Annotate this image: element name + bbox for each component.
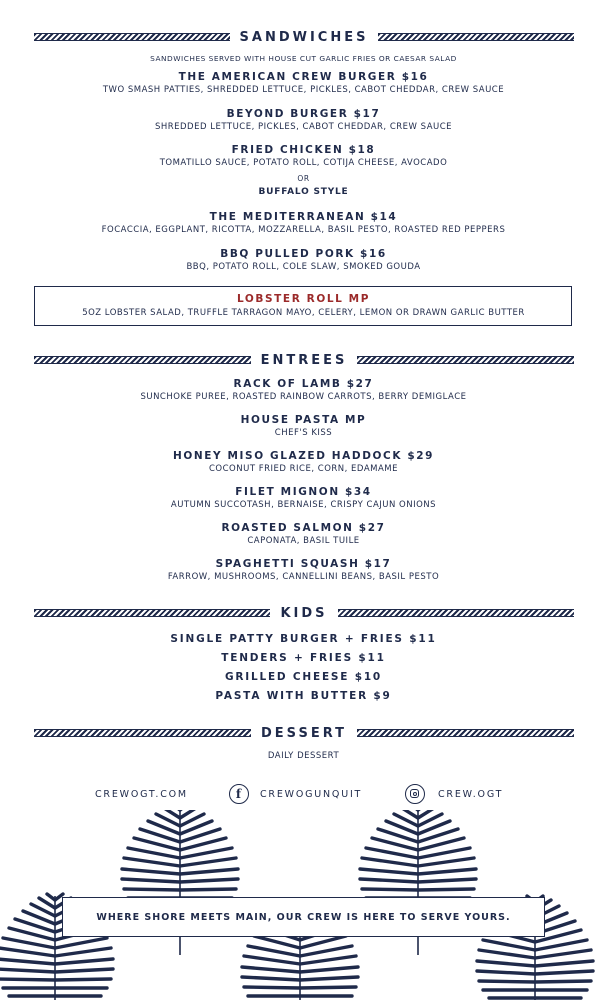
kids-item: PASTA WITH BUTTER $9 <box>215 690 392 702</box>
sandwiches-header <box>34 27 574 47</box>
facebook-link[interactable]: CREWOGUNQUIT <box>260 789 363 800</box>
section-title-kids: KIDS <box>280 605 328 621</box>
rope-divider-right <box>338 609 574 617</box>
menu-item-desc: BBQ, POTATO ROLL, COLE SLAW, SMOKED GOUDA <box>186 262 421 272</box>
section-title-entrees: ENTREES <box>260 352 348 368</box>
menu-item-desc: TWO SMASH PATTIES, SHREDDED LETTUCE, PICKLES, CABOT CHEDDAR, CREW SAUCE <box>102 85 505 95</box>
menu-item-title: FILET MIGNON $34 <box>235 486 372 498</box>
dessert-header <box>34 723 574 743</box>
rope-divider-left <box>34 729 251 737</box>
kids-item: TENDERS + FRIES $11 <box>221 652 386 664</box>
menu-item-or: OR <box>297 174 310 183</box>
rope-divider-left <box>34 609 270 617</box>
menu-item-desc: AUTUMN SUCCOTASH, BERNAISE, CRISPY CAJUN ONIONS <box>170 500 437 510</box>
rope-divider-right <box>357 729 574 737</box>
rope-divider-left <box>34 356 251 364</box>
entrees-header <box>34 350 574 370</box>
kids-header <box>34 603 574 623</box>
menu-item-title: RACK OF LAMB $27 <box>233 378 374 390</box>
menu-item-alt: BUFFALO STYLE <box>258 187 349 197</box>
sandwiches-note: SANDWICHES SERVED WITH HOUSE CUT GARLIC FRIES OR CAESAR SALAD <box>150 54 457 63</box>
menu-item-title: THE MEDITERRANEAN $14 <box>209 211 398 223</box>
kids-item: GRILLED CHEESE $10 <box>224 671 383 683</box>
featured-item-title: LOBSTER ROLL MP <box>236 293 371 305</box>
menu-item-desc: SHREDDED LETTUCE, PICKLES, CABOT CHEDDAR, CREW SAUCE <box>154 122 453 132</box>
section-title-sandwiches: SANDWICHES <box>239 29 369 45</box>
website-link[interactable]: CREWOGT.COM <box>95 789 188 800</box>
featured-item-desc: 5OZ LOBSTER SALAD, TRUFFLE TARRAGON MAYO, CELERY, LEMON OR DRAWN GARLIC BUTTER <box>82 308 525 318</box>
menu-item-desc: FOCACCIA, EGGPLANT, RICOTTA, MOZZARELLA, BASIL PESTO, ROASTED RED PEPPERS <box>101 225 506 235</box>
rope-divider-right <box>357 356 574 364</box>
tagline: WHERE SHORE MEETS MAIN, OUR CREW IS HERE TO SERVE YOURS. <box>96 911 511 923</box>
instagram-link[interactable]: CREW.OGT <box>438 789 504 800</box>
menu-item-title: HOUSE PASTA MP <box>240 414 367 426</box>
tagline-box <box>62 897 545 937</box>
kids-item: SINGLE PATTY BURGER + FRIES $11 <box>170 633 437 645</box>
menu-item-title: FRIED CHICKEN $18 <box>231 144 376 156</box>
menu-item-title: HONEY MISO GLAZED HADDOCK $29 <box>172 450 435 462</box>
menu-item-desc: COCONUT FRIED RICE, CORN, EDAMAME <box>209 464 398 474</box>
menu-item-desc: TOMATILLO SAUCE, POTATO ROLL, COTIJA CHEESE, AVOCADO <box>159 158 448 168</box>
menu-item-desc: CHEF'S KISS <box>274 428 333 438</box>
facebook-icon: f <box>229 784 249 804</box>
menu-item-desc: CAPONATA, BASIL TUILE <box>247 536 360 546</box>
menu-item-title: ROASTED SALMON $27 <box>221 522 386 534</box>
menu-item-title: BEYOND BURGER $17 <box>226 108 381 120</box>
instagram-icon <box>405 784 425 804</box>
menu-item-desc: FARROW, MUSHROOMS, CANNELLINI BEANS, BASIL PESTO <box>167 572 440 582</box>
rope-divider-left <box>34 33 230 41</box>
dessert-item: DAILY DESSERT <box>267 751 340 761</box>
menu-item-title: SPAGHETTI SQUASH $17 <box>215 558 392 570</box>
menu-item-desc: SUNCHOKE PUREE, ROASTED RAINBOW CARROTS, BERRY DEMIGLACE <box>140 392 467 402</box>
featured-item-box <box>34 286 572 326</box>
rope-divider-right <box>378 33 574 41</box>
menu-item-title: BBQ PULLED PORK $16 <box>220 248 387 260</box>
menu-item-title: THE AMERICAN CREW BURGER $16 <box>178 71 429 83</box>
section-title-dessert: DESSERT <box>261 725 347 741</box>
